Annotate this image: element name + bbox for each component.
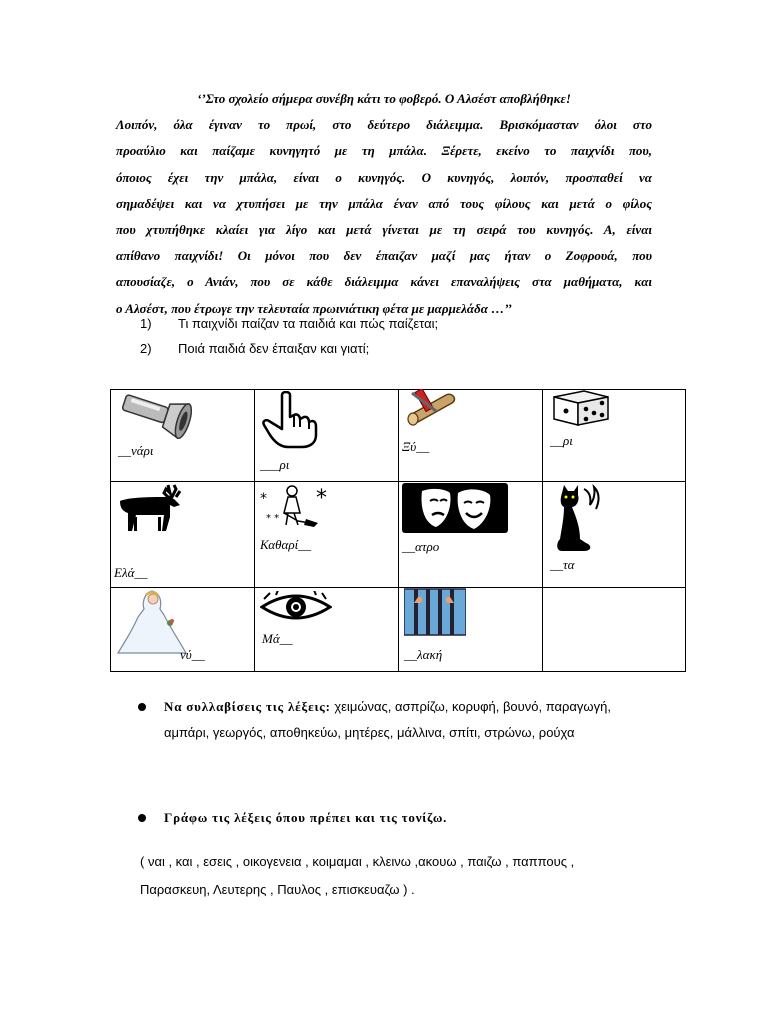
story-line: Λοιπόν, όλα έγιναν το πρωί, στο δεύτερο διάλειμμα. Βρισκόμασταν όλοι στο xyxy=(116,117,652,133)
cleaning-woman-icon xyxy=(258,483,330,529)
story-line: απουσίαζε, ο Ανιάν, που σε κάθε διάλειμμα κάνει επαναλήψεις στα μαθήματα, και xyxy=(116,274,652,290)
grid-cell-bride xyxy=(110,587,254,671)
bride-icon xyxy=(116,587,188,659)
word-blank: __ρι xyxy=(550,433,573,448)
grid-cell-dice xyxy=(542,389,685,481)
story-line: προαύλιο και παίζαμε κυνηγητό με τη μπάλα. Ξέρετε, εκείνο το παιχνίδι που, xyxy=(116,143,652,159)
story-line: απίθανο παιχνίδι! Οι μόνοι που δεν έπαιζαν μαζί μας ήταν ο Ζοφρουά, που xyxy=(116,248,652,264)
bullet-icon xyxy=(138,703,146,711)
eye-icon xyxy=(260,591,332,623)
word-blank: __νάρι xyxy=(118,443,154,458)
syllabify-label: Να συλλαβίσεις τις λέξεις: xyxy=(164,699,331,714)
accents-words-line: ( ναι , και , εσεις , οικογενεια , κοιμαμαι , κλεινω ,ακουω , παιζω , παππους , xyxy=(140,854,575,869)
grid-cell-cat xyxy=(542,481,685,587)
dice-icon xyxy=(550,389,612,427)
flashlight-icon xyxy=(118,391,198,439)
svg-text:* *: * * xyxy=(266,513,280,524)
word-blank: Ξύ__ xyxy=(402,439,430,454)
story-line: όποιος έχει την μπάλα, είναι ο κυνηγός. Ο κυνηγός, λοιπόν, προσπαθεί να xyxy=(116,169,652,185)
word-blank: ___ρι xyxy=(260,457,290,472)
black-cat-icon xyxy=(550,483,604,555)
syllabify-words: χειμώνας, ασπρίζω, κορυφή, βουνό, παραγωγή, αμπάρι, γεωργός, αποθηκεύω, μητέρες, μάλλινα, σπίτι, στρώνω, ρούχα xyxy=(164,699,611,740)
svg-text:*: * xyxy=(260,491,267,507)
grid-cell-theater xyxy=(398,481,542,587)
word-blank: Μά__ xyxy=(262,631,293,646)
story-line: σημαδέψει και να χτυπήσει με την μπάλα έναν από τους φίλους και μετά ο φίλος xyxy=(116,195,652,211)
question-text: Ποιά παιδιά δεν έπαιξαν και γιατί; xyxy=(178,341,370,356)
theater-masks-icon xyxy=(402,483,508,533)
story-line: ο Αλσέστ, που έτρωγε την τελευταία πρωινιάτικη φέτα με μαρμελάδα …’’ xyxy=(116,300,512,316)
word-blank: νύ__ xyxy=(180,647,205,662)
grid-cell-flashlight xyxy=(110,389,254,481)
svg-text:*: * xyxy=(316,486,327,511)
word-blank: __λακή xyxy=(404,647,443,662)
picture-word-grid xyxy=(110,389,686,672)
pointing-hand-icon xyxy=(258,391,320,449)
word-blank: __ατρο xyxy=(402,539,440,554)
grid-cell-eye xyxy=(254,587,398,671)
question-text: Τι παιχνίδι παίζαν τα παιδιά και πώς παίζεται; xyxy=(178,316,439,331)
grid-cell-prison xyxy=(398,587,542,671)
grid-cell-saw xyxy=(398,389,542,481)
grid-cell-cleaning xyxy=(254,481,398,587)
deer-icon xyxy=(114,483,188,533)
bullet-icon xyxy=(138,814,146,822)
accents-label: Γράφω τις λέξεις όπου πρέπει και τις τονίζω. xyxy=(164,810,448,825)
grid-cell-empty xyxy=(542,587,685,671)
question-number: 2) xyxy=(140,341,152,356)
grid-cell-hand xyxy=(254,389,398,481)
word-blank: __τα xyxy=(550,557,575,572)
prison-bars-icon xyxy=(404,587,466,637)
saw-log-icon xyxy=(402,389,460,429)
question-number: 1) xyxy=(140,316,152,331)
story-line: που χτυπήθηκε κλαίει για λίγο και μετά γίνεται με τη σειρά του κυνηγός. Α, είναι xyxy=(116,222,652,238)
grid-cell-deer xyxy=(110,481,254,587)
word-blank: Ελά__ xyxy=(114,565,148,580)
word-blank: Καθαρί__ xyxy=(260,537,312,552)
accents-words-line: Παρασκευη, Λευτερης , Παυλος , επισκευαζω ) . xyxy=(140,882,415,897)
syllabify-exercise xyxy=(164,694,654,746)
story-line: ‘’Στο σχολείο σήμερα συνέβη κάτι το φοβερό. Ο Αλσέστ αποβλήθηκε! xyxy=(197,91,571,106)
story-paragraph xyxy=(116,86,652,322)
accents-exercise xyxy=(164,805,654,831)
accents-words xyxy=(140,848,660,904)
